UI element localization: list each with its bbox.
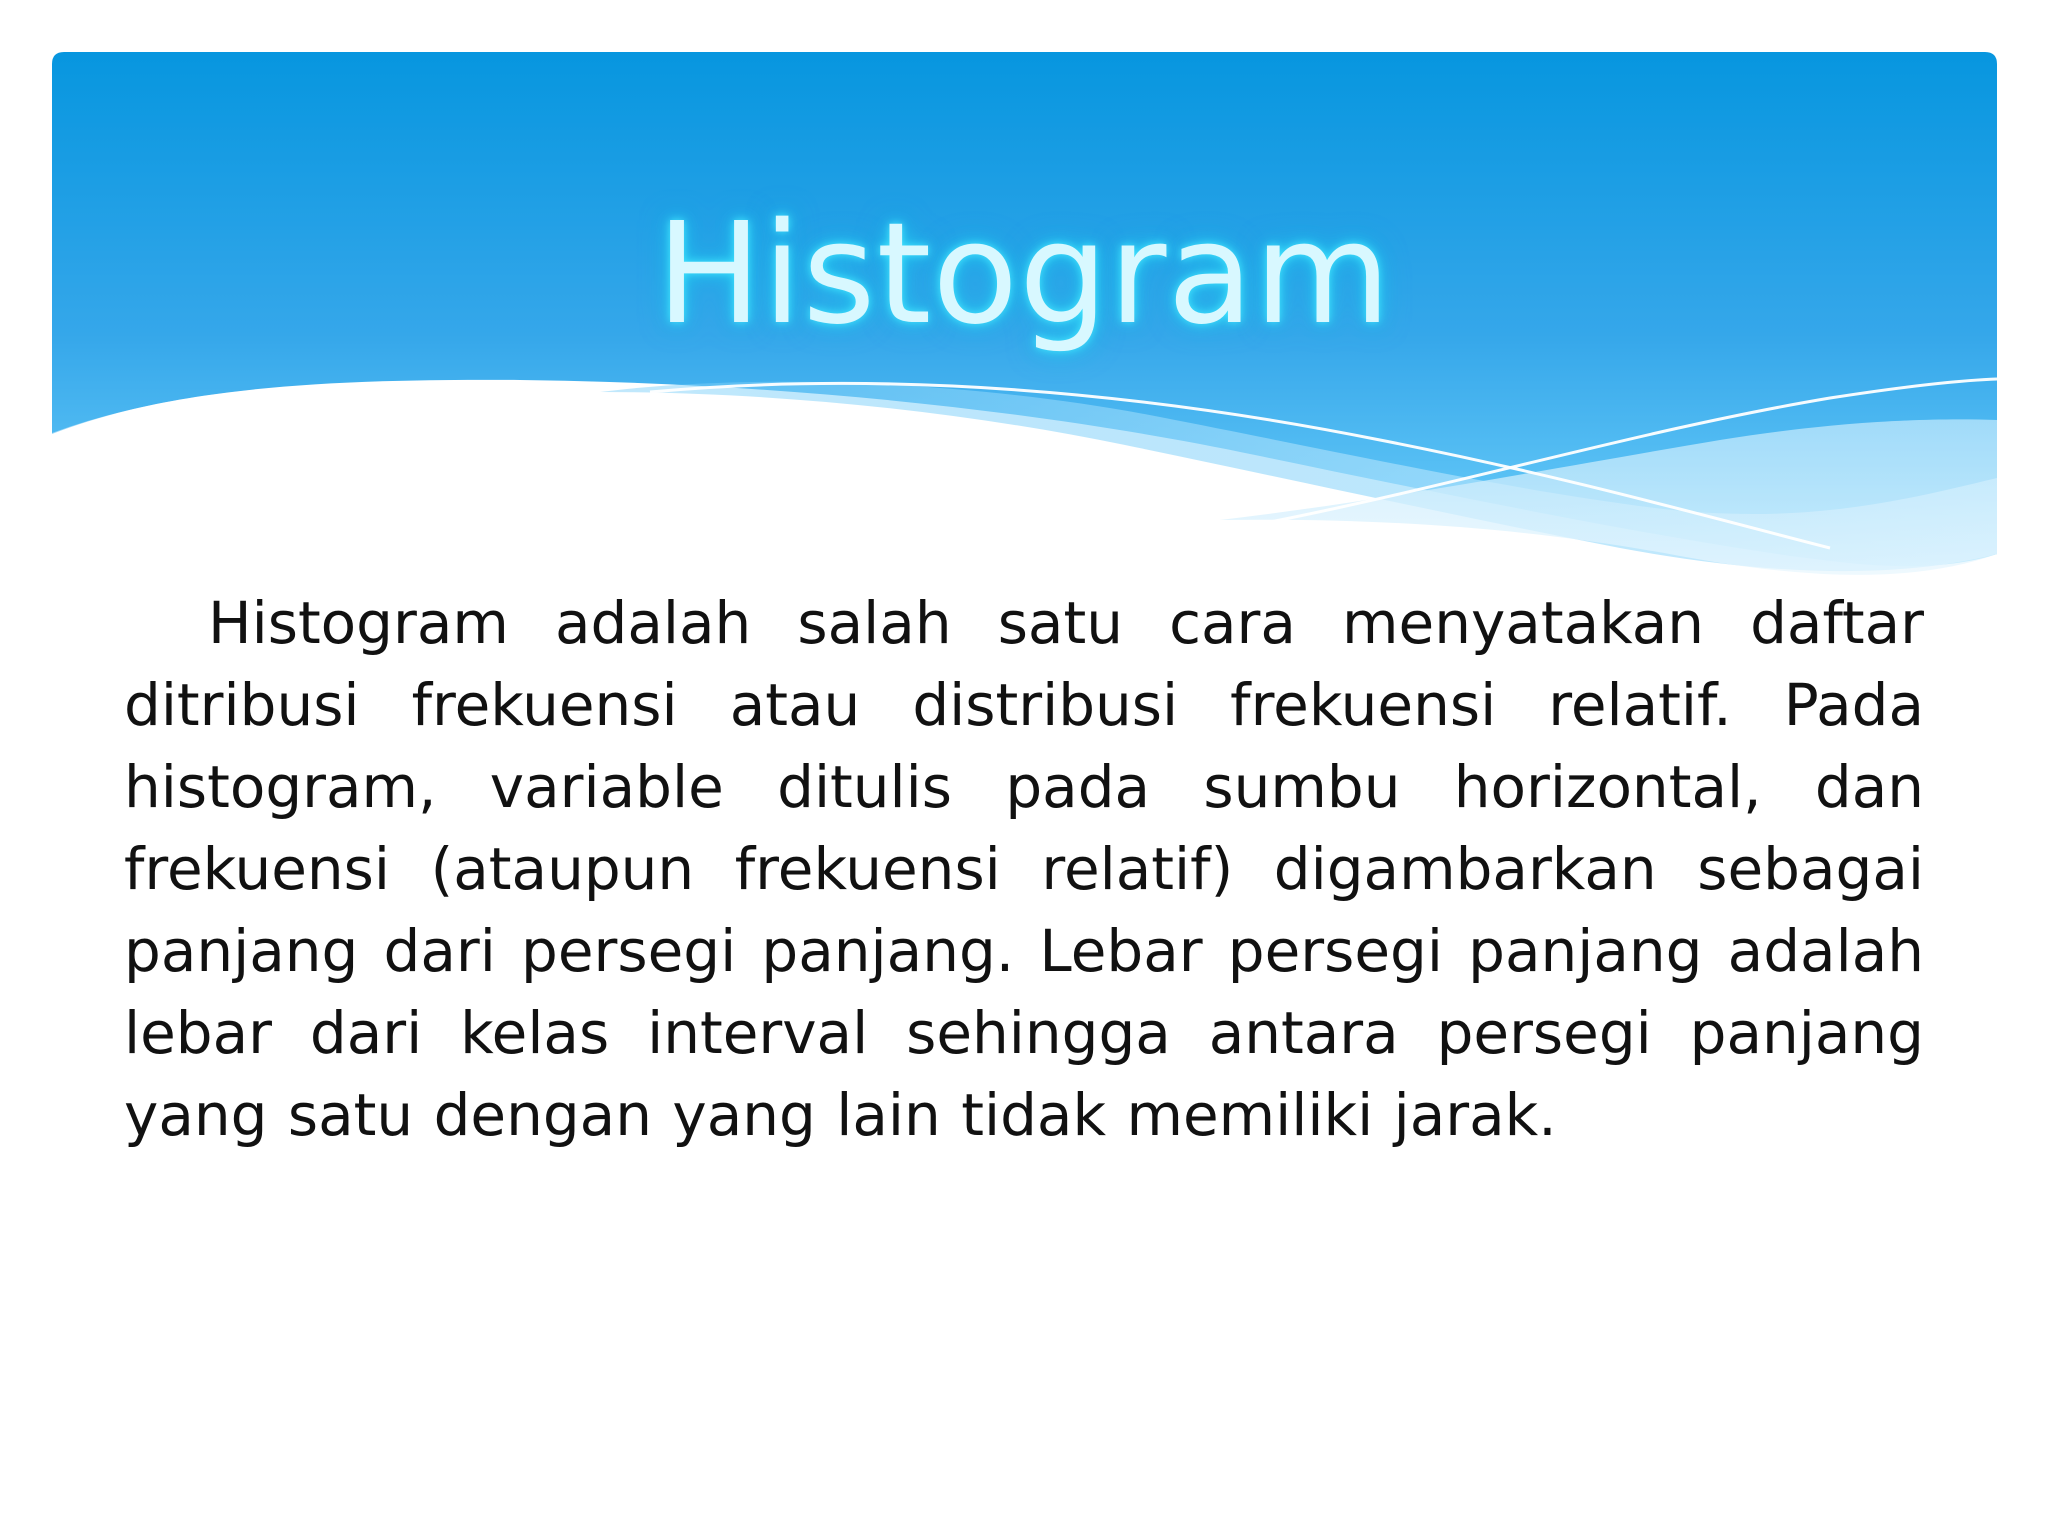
body-paragraph: Histogram adalah salah satu cara menyatakan daftar ditribusi frekuensi atau distribusi frekuensi relatif. Pada histogram, variable ditulis pada sumbu horizontal, dan frekuensi (ataupun frekuensi relatif) digambarkan sebagai panjang dari persegi panjang. Lebar persegi panjang adalah lebar dari kelas interval sehingga antara persegi panjang yang satu dengan yang lain tidak memiliki jarak. [124, 589, 1924, 1149]
slide-title: Histogram [656, 193, 1392, 356]
